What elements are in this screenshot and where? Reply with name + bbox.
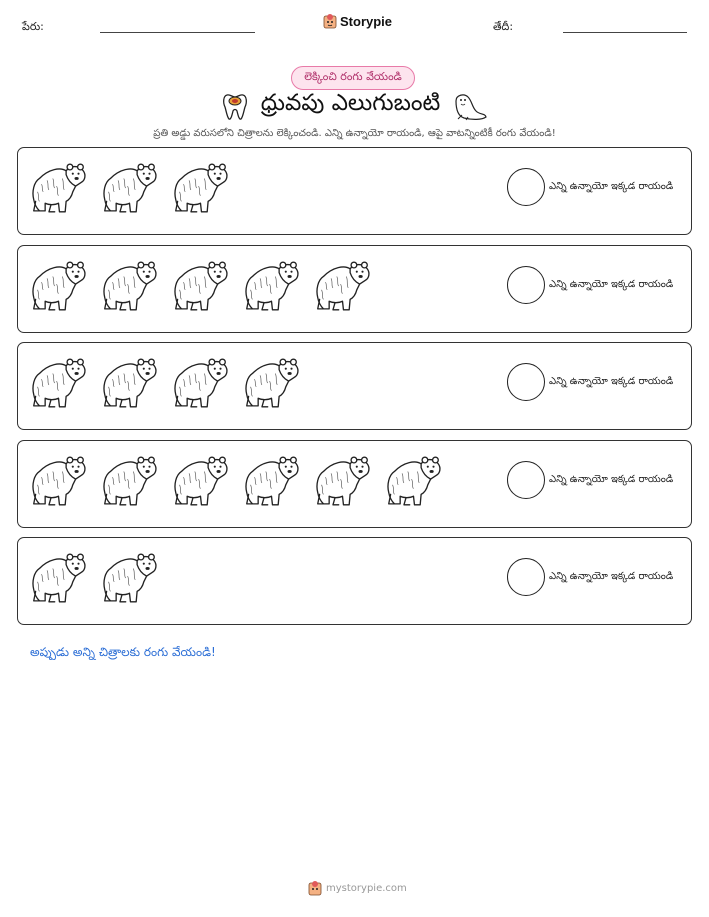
- polar-bear-icon[interactable]: [170, 351, 231, 415]
- polar-bear-icon[interactable]: [241, 449, 302, 513]
- polar-bear-icon[interactable]: [241, 254, 302, 318]
- date-label: తేదీ:: [493, 20, 514, 33]
- name-line[interactable]: [100, 32, 255, 33]
- polar-bear-icon[interactable]: [28, 546, 89, 610]
- polar-bear-icon[interactable]: [312, 254, 373, 318]
- polar-bear-icon[interactable]: [383, 449, 444, 513]
- footer-note: అప్పుడు అన్ని చిత్రాలకు రంగు వేయండి!: [30, 645, 216, 659]
- bear-group: [28, 546, 160, 610]
- polar-bear-icon[interactable]: [99, 254, 160, 318]
- date-line[interactable]: [563, 32, 687, 33]
- answer-hint: ఎన్ని ఉన్నాయో ఇక్కడ రాయండి: [549, 181, 674, 192]
- answer-circle[interactable]: [507, 461, 545, 499]
- answer-circle[interactable]: [507, 558, 545, 596]
- brand-name: Storypie: [340, 13, 393, 29]
- polar-bear-icon[interactable]: [28, 156, 89, 220]
- brand-logo: [323, 13, 392, 29]
- site-footer: [308, 880, 407, 896]
- polar-bear-icon[interactable]: [99, 156, 160, 220]
- answer-hint: ఎన్ని ఉన్నాయో ఇక్కడ రాయండి: [549, 279, 674, 290]
- bear-group: [28, 254, 373, 318]
- answer-circle[interactable]: [507, 168, 545, 206]
- answer-hint: ఎన్ని ఉన్నాయో ఇక్కడ రాయండి: [549, 571, 674, 582]
- answer-circle[interactable]: [507, 363, 545, 401]
- polar-bear-icon[interactable]: [99, 546, 160, 610]
- bear-group: [28, 351, 302, 415]
- answer-hint: ఎన్ని ఉన్నాయో ఇక్కడ రాయండి: [549, 474, 674, 485]
- title-row: [0, 90, 709, 122]
- answer-hint: ఎన్ని ఉన్నాయో ఇక్కడ రాయండి: [549, 376, 674, 387]
- polar-bear-icon[interactable]: [28, 351, 89, 415]
- count-row: [17, 342, 692, 430]
- instructions: ప్రతి అడ్డు వరుసలోని చిత్రాలను లెక్కించండి. ఎన్ని ఉన్నాయో రాయండి, ఆపై వాటన్నింటికీ రంగు వేయండి!: [153, 128, 556, 139]
- page-title: ధ్రువపు ఎలుగుబంటి: [260, 90, 441, 116]
- activity-badge: లెక్కించి రంగు వేయండి: [291, 66, 415, 90]
- tooth-icon: [221, 91, 249, 121]
- polar-bear-icon[interactable]: [170, 156, 231, 220]
- polar-bear-icon[interactable]: [99, 449, 160, 513]
- answer-circle[interactable]: [507, 266, 545, 304]
- count-row: [17, 245, 692, 333]
- polar-bear-icon[interactable]: [28, 254, 89, 318]
- count-row: [17, 537, 692, 625]
- polar-bear-icon[interactable]: [170, 449, 231, 513]
- polar-bear-icon[interactable]: [241, 351, 302, 415]
- seal-icon: [452, 91, 488, 121]
- site-url[interactable]: mystorypie.com: [326, 882, 407, 894]
- name-label: పేరు:: [22, 20, 44, 33]
- count-row: [17, 440, 692, 528]
- polar-bear-icon[interactable]: [312, 449, 373, 513]
- bear-group: [28, 156, 231, 220]
- polar-bear-icon[interactable]: [28, 449, 89, 513]
- storypie-logo-icon: [323, 13, 337, 29]
- storypie-footer-logo-icon: [308, 880, 322, 896]
- polar-bear-icon[interactable]: [170, 254, 231, 318]
- polar-bear-icon[interactable]: [99, 351, 160, 415]
- count-row: [17, 147, 692, 235]
- bear-group: [28, 449, 444, 513]
